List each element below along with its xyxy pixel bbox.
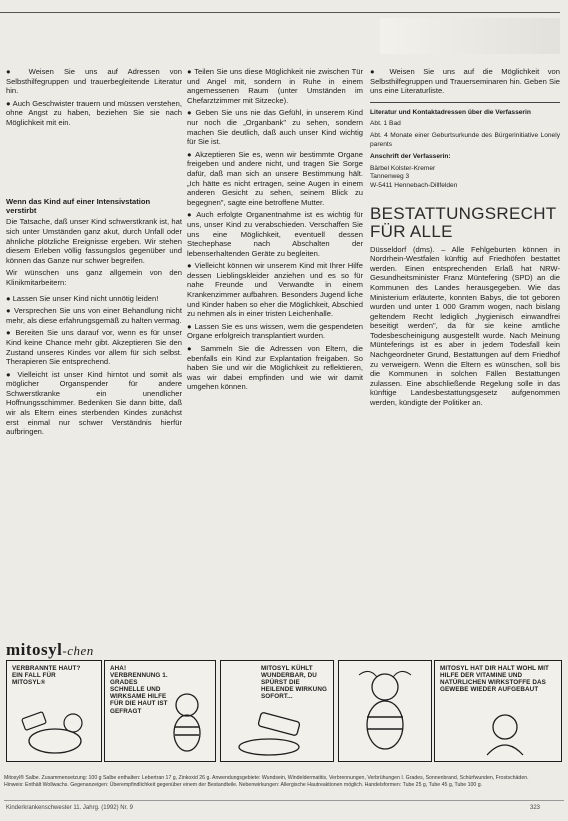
faded-header-band — [380, 18, 560, 54]
comic-panel-1 — [6, 660, 102, 762]
paragraph: ● Sammeln Sie die Adressen von Eltern, die ebenfalls ein Kind zur Explantation freigaben. So haben Sie und wir die Möglichkeit zu reflektieren, was wir dabei empfinden und wie wir damit umgehen können. — [187, 344, 363, 392]
column-middle — [187, 67, 363, 630]
address-line: Tannenweg 3 — [370, 173, 410, 181]
speech-bubble: MITOSYL KÜHLT WUNDERBAR, DU SPÜRST DIE HEILENDE WIRKUNG SOFORT... — [261, 665, 327, 701]
speech-bubble: AHA! VERBRENNUNG 1. GRADES SCHNELLE UND WIRKSAME HILFE FÜR DIE HAUT IST GEFRAGT — [110, 665, 168, 715]
column-right — [370, 67, 560, 632]
brand-suffix: -chen — [62, 643, 94, 658]
paragraph: ● Weisen Sie uns auf die Möglichkeit von Selbsthilfegruppen und Trauerseminaren hin. Geben Sie uns eine Literaturliste. — [370, 67, 560, 96]
paragraph: Die Tatsache, daß unser Kind schwerstkrank ist, hat sich unter Umständen ganz akut, durch Unfall oder ähnliche plötzliche Ereignisse ergeben. Wir stehen diesem Erleben völlig fassungslos gegenüber und können das Ganze nur schwer begreifen. — [6, 217, 182, 265]
article-body: Düsseldorf (dms). – Alle Fehlgeburten können in Nordrhein-Westfalen künftig auf Friedhöfen bestattet werden. Einen entsprechenden Erlaß hat NRW-Gesundheitsminister Franz Müntefering (SPD) an die Kommunen des Landes herausgegeben. Wie das Ministerium erläuterte, konnten Babys, die tot geboren wurden und unter 1 000 Gramm wogen, nach bislang geltendem Recht lediglich „hygienisch einwandfrei beseitigt werden", da für sie keine amtliche Todesbescheinigung ausgestellt wurde. Nach Meinung Münteferings ist es aber in jedem Todesfall kein Nachgeordneter Grund, Bestattungen auf dem Friedhof zu verweigern. Wenn die Eltern es wünschen, soll bis die Kommunen in solchen Fällen Bestattungen zulassen. Eine abschließende Regelung solle in das künftige Landesbestattungsgesetz aufgenommen werden, kündigte der Politiker an. — [370, 244, 560, 408]
literature-heading: Literatur und Kontaktadressen über die Verfasserin — [370, 108, 531, 116]
section-heading: Wenn das Kind auf einer Intensivstation verstirbt — [6, 196, 151, 215]
paragraph: Wir wünschen uns ganz allgemein von den Klinikmitarbeitern: — [6, 268, 182, 287]
paragraph: ● Vielleicht können wir unserem Kind mit Ihrer Hilfe dessen Lieblingskleider anziehen und es so für nahe Freunde und Verwandte in einem Krankenzimmer aufbahren. Besonders Jugend liche und Kinder haben so eher die Möglichkeit, Abschied zu nehmen als in einer tristen Leichenhalle. — [187, 261, 363, 319]
cartoon-figure-icon — [229, 707, 325, 757]
literature-item: Abt. 1 Bad — [370, 120, 401, 128]
cartoon-bee-icon — [165, 687, 211, 757]
paragraph: ● Geben Sie uns nie das Gefühl, in unserem Kind nur noch die „Organbank" zu sehen, sondern machen Sie deutlich, daß auch unser Kind wichtig für Sie ist. — [187, 108, 363, 147]
paragraph: ● Versprechen Sie uns von einer Behandlung nicht mehr, als diese erfahrungsgemäß zu halten vermag. — [6, 306, 182, 325]
speech-bubble: MITOSYL HAT DIR HALT WOHL MIT HILFE DER VITAMINE UND NATÜRLICHEN WIRKSTOFFE DAS GEWEBE WIEDER AUFGEBAUT — [440, 665, 550, 694]
cartoon-figure-icon — [475, 709, 535, 757]
comic-panel-5 — [434, 660, 562, 762]
bottom-rule — [4, 800, 564, 801]
comic-brand-logo — [6, 640, 94, 660]
divider — [370, 102, 560, 103]
paragraph: ● Lassen Sie es uns wissen, wem die gespendeten Organe erfolgreich transplantiert wurden. — [187, 321, 363, 341]
article-headline — [370, 205, 560, 241]
brand-main: mitosyl — [6, 640, 63, 659]
paragraph: ● Vielleicht ist unser Kind hirntot und somit als möglicher Organspender für andere Schwerstkranke ein unendlicher Hoffnungsschimmer. Bedenken Sie dann bitte, daß wir als Eltern eines sterbenden Kindes zunächst erst einmal nur schwer Verständnis hierfür aufbringen. — [6, 369, 182, 437]
top-rule — [0, 12, 560, 13]
address-line: W-5411 Hennebach-Dillfelden — [370, 181, 458, 189]
paragraph: ● Lassen Sie unser Kind nicht unnötig leiden! — [6, 293, 159, 303]
paragraph: ● Weisen Sie uns auf Adressen von Selbsthilfegruppen und trauerbegleitende Literatur hin. — [6, 67, 182, 96]
headline-line: FÜR ALLE — [370, 221, 453, 241]
product-fine-print — [4, 775, 564, 788]
headline-line: BESTATTUNGSRECHT — [370, 203, 557, 223]
paragraph: ● Auch Geschwister trauern und müssen verstehen, ohne Angst zu haben, beziehen Sie sie nach Möglichkeit mit ein. — [6, 98, 182, 127]
spacer — [6, 131, 182, 193]
cartoon-figure-icon — [15, 705, 95, 757]
comic-panel-4 — [338, 660, 432, 762]
address-heading: Anschrift der Verfasserin: — [370, 153, 451, 161]
address-line: Bärbel Kolster-Kremer — [370, 164, 436, 172]
literature-item: Abt. 4 Monate einer Geburtsurkunde des Bürgerinitiative Lonely parents — [370, 131, 560, 148]
paragraph: ● Teilen Sie uns diese Möglichkeit nie zwischen Tür und Angel mit, sondern in Ruhe in einem angemessenen Raum (unter Umständen im Chefarztzimmer mit Sitzecke). — [187, 67, 363, 105]
fine-print-line: Mitosyl® Salbe. Zusammensetzung: 100 g Salbe enthalten: Lebertran 17 g, Zinkoxid 26 g. Anwendungsgebiete: Wundsein, Windeldermatitis, Verbrennungen, Verbrühungen I. Grades, Sonnenbrand, Schürfwunden, Frostschäden. — [4, 775, 529, 781]
fine-print-line: Hinweis: Enthält Wollwachs. Gegenanzeigen: Überempfindlichkeit gegenüber einem der Bestandteile. Nebenwirkungen: Allergische Hautreaktionen möglich. Handelsformen: Tube 25 g, Tube 45 g, Tube 100 g. — [4, 781, 483, 788]
paragraph: ● Bereiten Sie uns darauf vor, wenn es für unser Kind keine Chance mehr gibt. Akzeptieren Sie den Zustand unseres Kindes vor allem für sich selbst. Therapieren Sie entsprechend. — [6, 328, 182, 367]
comic-panel-2 — [104, 660, 216, 762]
comic-panel-3 — [220, 660, 334, 762]
speech-bubble: VERBRANNTE HAUT? EIN FALL FÜR MITOSYL® — [12, 665, 81, 687]
page-number: 323 — [530, 805, 541, 811]
cartoon-bee-icon — [349, 667, 421, 757]
paragraph: ● Akzeptieren Sie es, wenn wir bestimmte Organe freigeben und andere nicht, und tragen Sie Sorge dafür, daß man sich an unsere Bestimmung hält. „Ich hätte es nicht ertragen, seine Augen in einem anderen Gesicht zu sehen, seinem Blick zu begegnen", sagte eine betroffene Mutter. — [187, 149, 363, 207]
column-left — [6, 67, 182, 614]
paragraph: ● Auch erfolgte Organentnahme ist es wichtig für uns, unser Kind zu verabschieden. Verschaffen Sie uns eine Möglichkeit, eventuell dessen Stechephase nach Abschalten der lebenserhaltenden Geräte zu begleiten. — [187, 210, 363, 258]
publication-info: Kinderkrankenschwester 11. Jahrg. (1992) Nr. 9 — [6, 805, 133, 811]
